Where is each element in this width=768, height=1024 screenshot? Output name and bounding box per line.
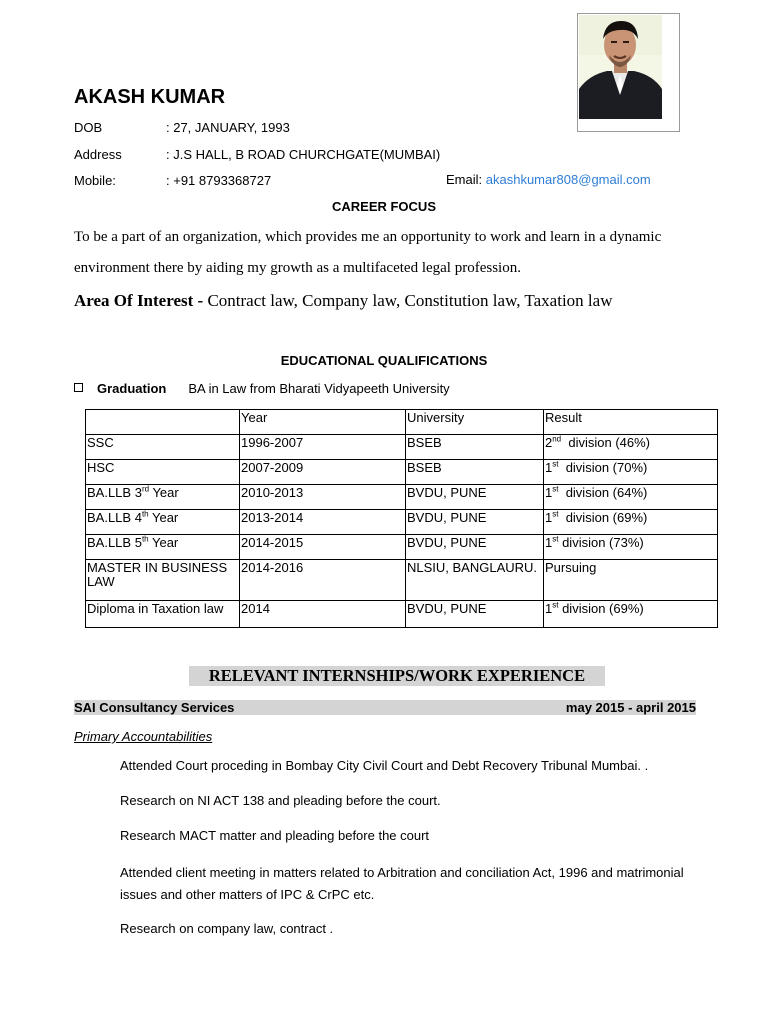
result-cell: 1st division (69%) bbox=[544, 510, 718, 535]
result-cell: 1st division (73%) bbox=[544, 535, 718, 560]
list-item: Research MACT matter and pleading before the court bbox=[120, 828, 430, 843]
email-link[interactable]: akashkumar808@gmail.com bbox=[485, 172, 651, 187]
email-label: Email: bbox=[446, 172, 483, 187]
career-focus-line-1: To be a part of an organization, which provides me an opportunity to work and learn in a dynamic bbox=[74, 229, 662, 245]
year-cell: 1996-2007 bbox=[240, 435, 406, 460]
address-value: : J.S HALL, B ROAD CHURCHGATE(MUMBAI) bbox=[166, 147, 441, 162]
result-cell: 2nd division (46%) bbox=[544, 435, 718, 460]
employer-bar bbox=[74, 700, 696, 715]
graduation-row bbox=[74, 381, 450, 396]
year-cell: 2007-2009 bbox=[240, 460, 406, 485]
year-cell: 2014-2016 bbox=[240, 560, 406, 601]
year-cell: 2013-2014 bbox=[240, 510, 406, 535]
year-cell: 2014 bbox=[240, 601, 406, 628]
checkbox-bullet-icon bbox=[74, 383, 83, 392]
area-of-interest-value: Contract law, Company law, Constitution law, Taxation law bbox=[203, 291, 613, 310]
course-cell: BA.LLB 5th Year bbox=[86, 535, 240, 560]
course-cell: BA.LLB 3rd Year bbox=[86, 485, 240, 510]
university-cell: BVDU, PUNE bbox=[406, 485, 544, 510]
area-of-interest-label: Area Of Interest - bbox=[74, 291, 204, 310]
table-row bbox=[86, 510, 718, 535]
university-cell: BVDU, PUNE bbox=[406, 535, 544, 560]
table-row bbox=[86, 460, 718, 485]
year-cell: 2014-2015 bbox=[240, 535, 406, 560]
candidate-name: AKASH KUMAR bbox=[74, 86, 226, 108]
table-row bbox=[86, 485, 718, 510]
email-row bbox=[446, 172, 651, 187]
result-cell: Pursuing bbox=[544, 560, 718, 601]
course-cell: BA.LLB 4th Year bbox=[86, 510, 240, 535]
graduation-label: Graduation bbox=[97, 381, 167, 396]
year-cell: 2010-2013 bbox=[240, 485, 406, 510]
dob-value: : 27, JANUARY, 1993 bbox=[166, 120, 290, 135]
column-header-year: Year bbox=[240, 410, 406, 435]
accountabilities-heading: Primary Accountabilities bbox=[74, 729, 213, 744]
employment-period: may 2015 - april 2015 bbox=[565, 700, 696, 715]
university-cell: BVDU, PUNE bbox=[406, 510, 544, 535]
university-cell: BSEB bbox=[406, 435, 544, 460]
table-row bbox=[86, 601, 718, 628]
course-cell: Diploma in Taxation law bbox=[86, 601, 240, 628]
university-cell: BSEB bbox=[406, 460, 544, 485]
career-focus-heading: CAREER FOCUS bbox=[331, 199, 436, 214]
list-item: Attended client meeting in matters related to Arbitration and conciliation Act, 1996 and matrimonial issues and other matters of IPC & CrPC etc. bbox=[120, 865, 684, 902]
profile-photo-frame bbox=[577, 13, 680, 132]
course-cell: MASTER IN BUSINESS LAW bbox=[86, 560, 240, 601]
mobile-label: Mobile: bbox=[74, 173, 116, 188]
table-row bbox=[86, 535, 718, 560]
list-item: Research on company law, contract . bbox=[120, 921, 334, 936]
list-item: Research on NI ACT 138 and pleading before the court. bbox=[120, 793, 441, 808]
dob-label: DOB bbox=[74, 120, 103, 135]
address-label: Address bbox=[74, 147, 122, 162]
education-table bbox=[85, 409, 718, 628]
career-focus-line-2: environment there by aiding my growth as a multifaceted legal profession. bbox=[74, 260, 521, 276]
university-cell: BVDU, PUNE bbox=[406, 601, 544, 628]
column-header-result: Result bbox=[544, 410, 718, 435]
result-cell: 1st division (69%) bbox=[544, 601, 718, 628]
table-header-row bbox=[86, 410, 718, 435]
experience-heading: RELEVANT INTERNSHIPS/WORK EXPERIENCE bbox=[189, 666, 605, 686]
profile-photo bbox=[579, 15, 662, 119]
education-heading: EDUCATIONAL QUALIFICATIONS bbox=[280, 353, 488, 368]
list-item: Attended Court proceding in Bombay City Civil Court and Debt Recovery Tribunal Mumbai. . bbox=[120, 758, 649, 773]
column-header bbox=[86, 410, 240, 435]
employer-name: SAI Consultancy Services bbox=[74, 700, 235, 715]
result-cell: 1st division (64%) bbox=[544, 485, 718, 510]
course-cell: HSC bbox=[86, 460, 240, 485]
table-row bbox=[86, 435, 718, 460]
graduation-value: BA in Law from Bharati Vidyapeeth University bbox=[188, 381, 450, 396]
university-cell: NLSIU, BANGLAURU. bbox=[406, 560, 544, 601]
table-row bbox=[86, 560, 718, 601]
mobile-value: : +91 8793368727 bbox=[166, 173, 272, 188]
column-header-university: University bbox=[406, 410, 544, 435]
course-cell: SSC bbox=[86, 435, 240, 460]
result-cell: 1st division (70%) bbox=[544, 460, 718, 485]
area-of-interest bbox=[74, 291, 612, 311]
profile-photo-image bbox=[579, 15, 662, 119]
